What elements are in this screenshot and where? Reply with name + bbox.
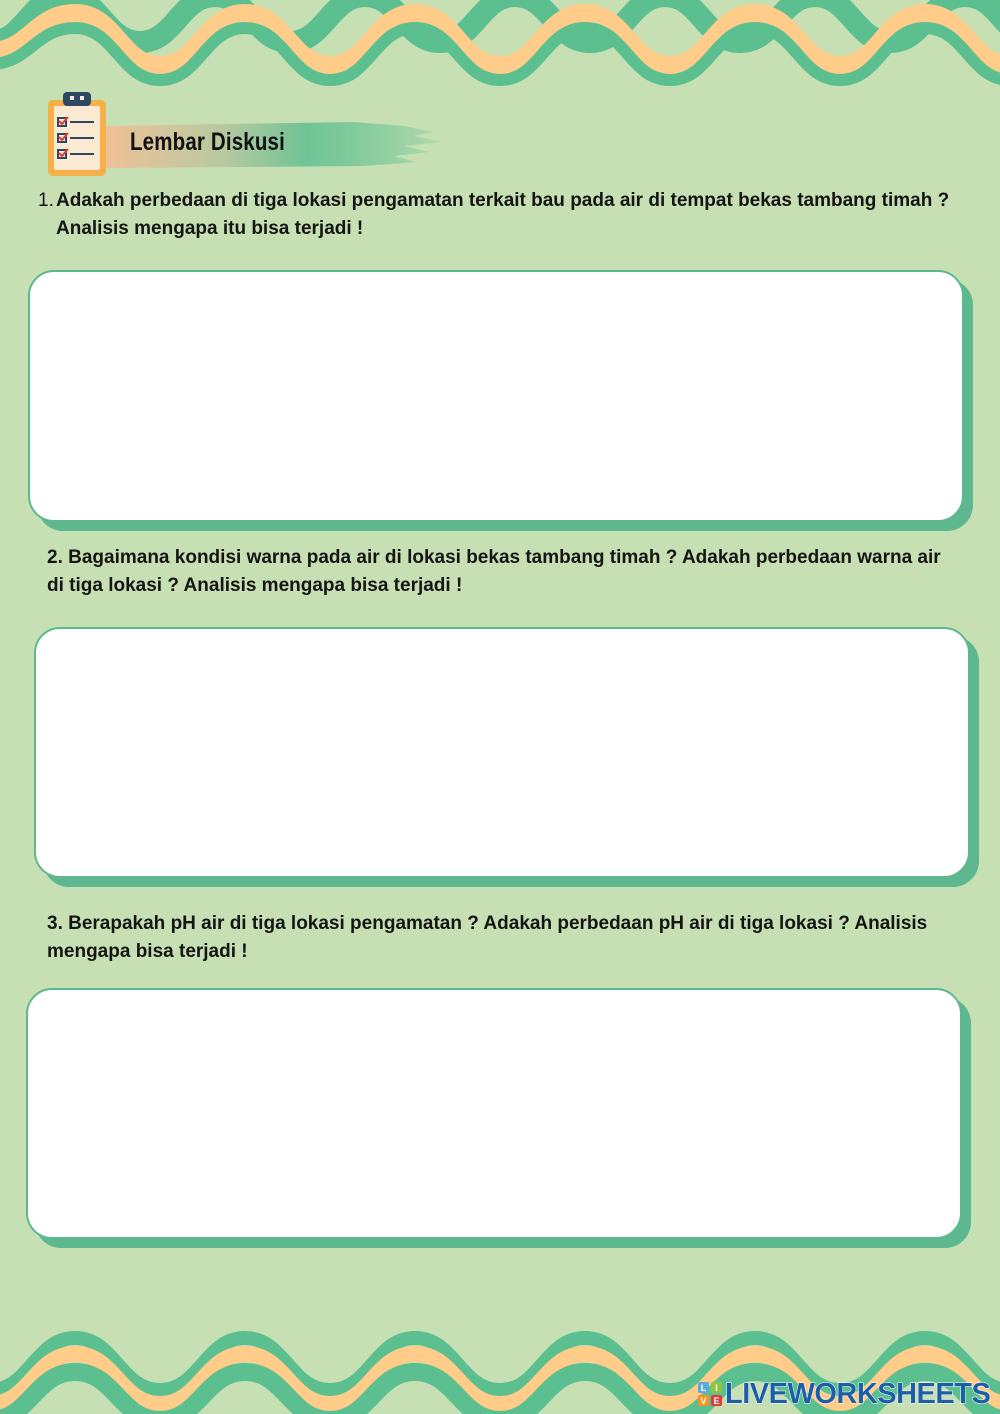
answer-box-1[interactable] xyxy=(28,270,964,522)
logo-letter-e: E xyxy=(713,1396,720,1406)
answer-box-3[interactable] xyxy=(26,988,962,1239)
top-wave-decoration xyxy=(0,0,1000,90)
logo-letter-i: I xyxy=(715,1383,718,1393)
answer-box-2[interactable] xyxy=(34,627,970,878)
question-2-text: 2. Bagaimana kondisi warna pada air di lokasi bekas tambang timah ? Adakah perbedaan warna air di tiga lokasi ? Analisis mengapa bisa terjadi ! xyxy=(47,547,941,596)
clipboard-checklist-icon xyxy=(46,92,108,178)
liveworksheets-logo xyxy=(697,1376,990,1412)
liveworksheets-cube-icon xyxy=(697,1381,723,1407)
liveworksheets-wordmark: LIVEWORKSHEETS xyxy=(725,1377,991,1410)
question-1 xyxy=(38,187,958,243)
worksheet-title: Lembar Diskusi xyxy=(130,128,285,156)
question-1-text: Adakah perbedaan di tiga lokasi pengamatan terkait bau pada air di tempat bekas tambang timah ? Analisis mengapa itu bisa terjadi ! xyxy=(56,190,950,239)
question-1-number: 1. xyxy=(38,190,54,211)
logo-letter-l: L xyxy=(700,1383,707,1393)
question-3-text: 3. Berapakah pH air di tiga lokasi pengamatan ? Adakah perbedaan pH air di tiga lokasi ? Analisis mengapa bisa terjadi ! xyxy=(47,913,928,962)
logo-letter-v: V xyxy=(700,1396,707,1406)
worksheet-heading xyxy=(46,92,466,182)
